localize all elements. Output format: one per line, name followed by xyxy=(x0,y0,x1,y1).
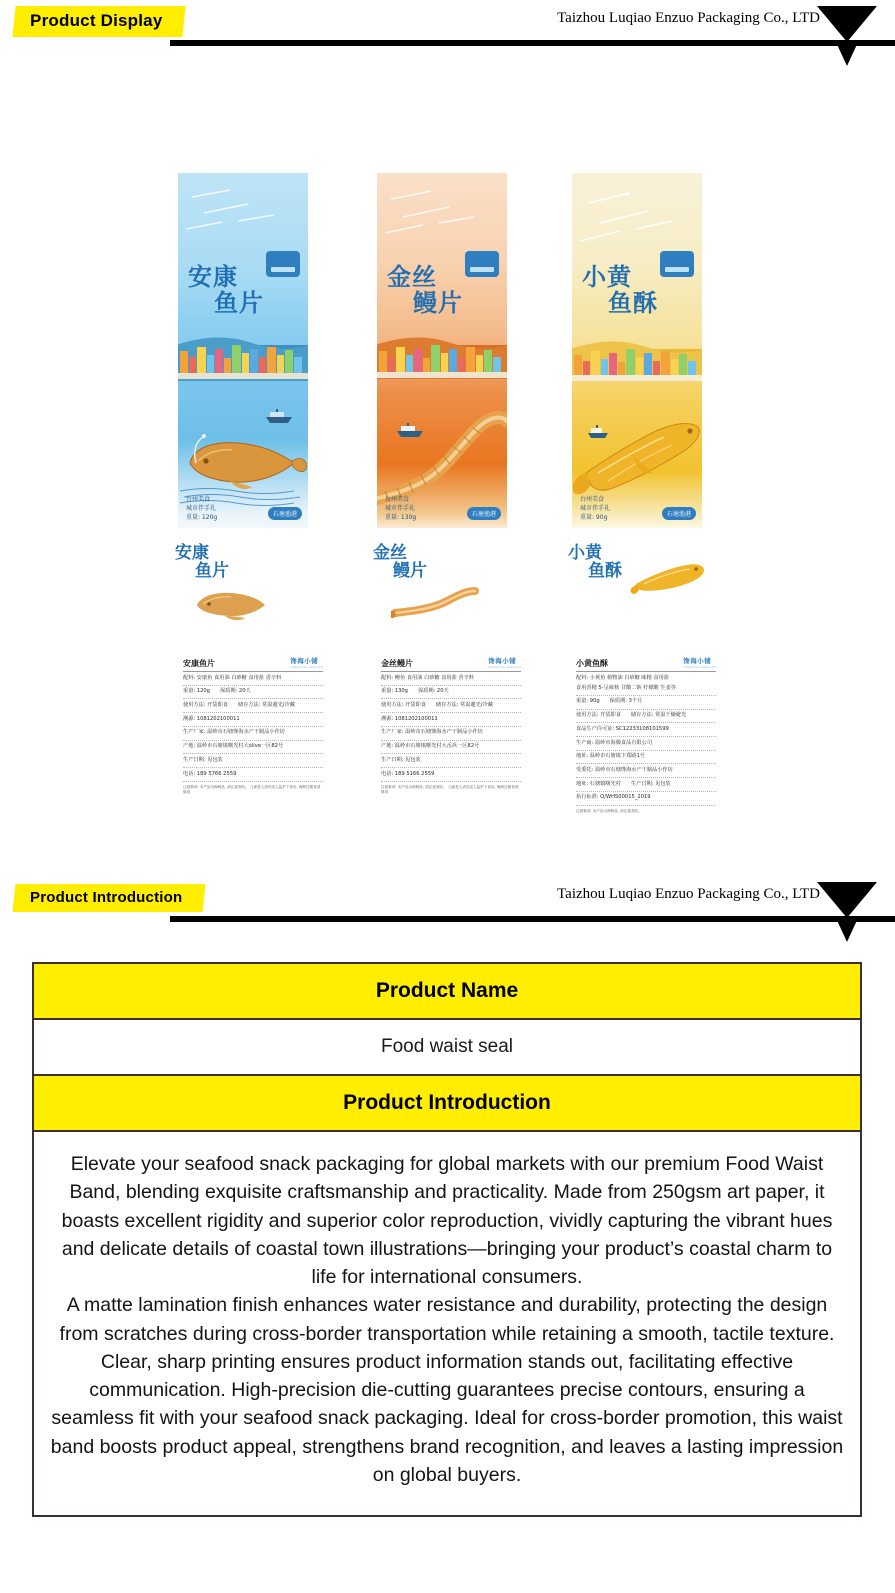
package-title-1 xyxy=(188,265,264,315)
spec-row xyxy=(183,686,323,700)
spec-product-name: 金丝鳗片 xyxy=(381,659,413,668)
logo-word-line2: 鱼片 xyxy=(195,560,229,581)
spec-note: 注意事项: 本产品为海鲜品, 请注意查收。 儿童老人请在成人监护下食用, 海鲜过敏者请慎用 xyxy=(183,784,321,795)
logo-fish-icon-2 xyxy=(391,587,483,623)
package-card-1[interactable] xyxy=(178,173,308,528)
spec-header-3 xyxy=(576,656,716,672)
logo-word-line1: 金丝 xyxy=(373,543,407,563)
package-weight: 重量: 90g xyxy=(580,514,608,521)
spec-brand-sub: CHAN HAI XIAO PU xyxy=(488,665,521,669)
spec-brand-name: 馋海小铺 xyxy=(290,657,319,665)
spec-brand-logo-1 xyxy=(290,656,323,669)
spec-note: 注意事项: 本产品为海鲜品, 请注意查收。 儿童老人请在成人监护下食用, 海鲜过敏者请慎用 xyxy=(381,784,519,795)
spec-row xyxy=(381,768,521,782)
section-header-product-introduction xyxy=(0,872,895,930)
package-weight: 重量: 120g xyxy=(186,514,218,521)
spec-row-key: 生产厂家: 温岭市石塘馋海水产干制品小作坊 xyxy=(183,729,285,736)
spec-row xyxy=(381,686,521,700)
logo-wordmark-1 xyxy=(175,545,375,581)
spec-row xyxy=(183,672,323,686)
package-foot-line2: 城市伴手礼 xyxy=(385,505,416,512)
section-tag-product-introduction xyxy=(13,884,206,912)
package-foot-line1: 台州美食 xyxy=(580,496,605,503)
package-seal-icon-3 xyxy=(660,251,694,277)
logo-fish-icon-3 xyxy=(630,560,706,594)
spec-header-2 xyxy=(381,656,521,672)
spec-row-key: 使用方法: 开袋即食 xyxy=(576,712,621,719)
spec-row-key: 产地: 温岭市石塘镇曙光村大岙浜一区82号 xyxy=(381,743,480,750)
spec-product-name: 小黄鱼酥 xyxy=(576,659,608,668)
package-illustration-1 xyxy=(178,173,308,528)
spec-row xyxy=(576,682,716,696)
spec-row xyxy=(576,710,716,724)
spec-row xyxy=(576,723,716,737)
package-footer-2 xyxy=(385,495,416,522)
spec-row-key: 食用香精 5-呈味核 甘酸二钠 柠檬酸 生姜等 xyxy=(576,684,676,691)
package-title-3 xyxy=(582,265,658,315)
spec-row xyxy=(381,672,521,686)
spec-row xyxy=(183,727,323,741)
intro-paragraph-1: Elevate your seafood snack packaging for global markets with our premium Food Waist Band, blending exquisite craftsmanship and practicality. Made from 250gsm art paper, it boasts excellent rigidity and superior color reproduction, vividly capturing the vibrant hues and delicate details of coastal town illustrations—bringing your product’s coastal charm to life for international consumers. xyxy=(61,1153,833,1289)
company-name: Taizhou Luqiao Enzuo Packaging Co., LTD xyxy=(557,886,820,902)
spec-row-value: 保质期: 3个月 xyxy=(609,698,643,705)
spec-row-value: 生产日期: 见包装 xyxy=(630,780,671,787)
product-introduction-header: Product Introduction xyxy=(34,1076,860,1132)
package-seal-icon-2 xyxy=(465,251,499,277)
spec-row xyxy=(576,696,716,710)
spec-row xyxy=(576,737,716,751)
product-name-header: Product Name xyxy=(34,964,860,1020)
spec-brand-logo-2 xyxy=(488,656,521,669)
spec-row xyxy=(381,754,521,768)
spec-row-key: 生产商: 温岭市海腾食品有限公司 xyxy=(576,739,653,746)
package-title-line2: 鱼片 xyxy=(214,289,264,317)
spec-row xyxy=(381,741,521,755)
spec-row xyxy=(576,751,716,765)
logo-word-line2: 鱼酥 xyxy=(588,560,622,581)
intro-paragraph-2: A matte lamination finish enhances water resistance and durability, protecting the design from scratches during cross-border transportation while retaining a smooth, tactile texture. Clear, sharp printing ensures product information stands out, facilitating effective communication. High-precision die-cutting guarantees precise contours, ensuring a seamless fit with your seafood snack packaging. Ideal for cross-border promotion, this waist band boosts product appeal, strengthens brand recognition, and leaves a lasting impression on global buyers. xyxy=(50,1294,844,1486)
logo-motif-row xyxy=(0,545,895,640)
header-rule xyxy=(170,916,895,922)
section-tag-label: Product Display xyxy=(30,11,163,30)
spec-row-key: 重量: 130g xyxy=(381,688,408,695)
package-foot-line1: 台州美食 xyxy=(186,496,211,503)
spec-row xyxy=(183,741,323,755)
spec-row xyxy=(183,699,323,713)
package-title-2 xyxy=(387,265,463,315)
spec-row-value: 保质期: 20天 xyxy=(219,688,251,695)
triangle-marker-small-icon xyxy=(835,40,859,66)
spec-row-key: 地址: 温岭市石塘镇下郑路1号 xyxy=(576,753,645,760)
package-badge-2: 石塘渔港 xyxy=(467,507,501,520)
spec-brand-logo-3 xyxy=(683,656,716,669)
package-weight: 重量: 130g xyxy=(385,514,417,521)
package-foot-line2: 城市伴手礼 xyxy=(186,505,217,512)
spec-row xyxy=(381,699,521,713)
logo-word-line1: 安康 xyxy=(175,543,209,563)
logo-unit-2 xyxy=(373,545,573,628)
spec-row-key: 执行标准: Q/WHS00015_2019 xyxy=(576,794,651,801)
spec-row xyxy=(183,768,323,782)
spec-card-2 xyxy=(381,656,521,796)
package-footer-3 xyxy=(580,495,610,522)
spec-row-key: 受委托: 温岭市石塘馋海水产干制品小作坊 xyxy=(576,767,673,774)
spec-row-key: 配料: 安康鱼 食用油 白砂糖 食用盐 香辛料 xyxy=(183,674,282,681)
spec-card-1 xyxy=(183,656,323,796)
logo-fish-icon-1 xyxy=(193,587,269,621)
logo-unit-3 xyxy=(568,545,768,599)
spec-row-key: 配料: 鳗鱼 食用油 白砂糖 食用盐 香辛料 xyxy=(381,674,474,681)
spec-row xyxy=(576,672,716,682)
spec-row-key: 配料: 小黄鱼 植物油 白砂糖 味精 食用盐 xyxy=(576,674,669,681)
package-title-line1: 金丝 xyxy=(387,263,437,291)
spec-row xyxy=(576,764,716,778)
spec-row xyxy=(381,713,521,727)
package-foot-line2: 城市伴手礼 xyxy=(580,505,611,512)
triangle-marker-icon xyxy=(817,882,877,918)
package-title-line2: 鳗片 xyxy=(413,289,463,317)
spec-row-key: 电话: 189 5166 2559 xyxy=(381,770,435,777)
spec-brand-name: 馋海小铺 xyxy=(683,657,712,665)
header-rule xyxy=(170,40,895,46)
package-card-3[interactable] xyxy=(572,173,702,528)
spec-row-key: 生产厂家: 温岭市石塘馋海水产干制品小作坊 xyxy=(381,729,483,736)
package-badge-3: 石塘渔港 xyxy=(662,507,696,520)
spec-row-key: 重量: 90g xyxy=(576,698,600,705)
section-header-product-display xyxy=(0,0,895,58)
spec-row-key: 地址: 石塘镇曙光村 xyxy=(576,780,621,787)
package-footer-1 xyxy=(186,495,217,522)
spec-row xyxy=(576,792,716,806)
spec-card-3 xyxy=(576,656,716,814)
package-seal-icon-1 xyxy=(266,251,300,277)
package-title-line2: 鱼酥 xyxy=(608,289,658,317)
spec-product-name: 安康鱼片 xyxy=(183,659,215,668)
spec-row-key: 溯源: 1081202100011 xyxy=(381,715,438,722)
spec-row-value: 储存方法: 常温避光/冷藏 xyxy=(435,702,493,709)
spec-row-value: 保质期: 20天 xyxy=(417,688,449,695)
logo-word-line2: 鳗片 xyxy=(393,560,427,581)
package-illustration-3 xyxy=(572,173,702,528)
package-foot-line1: 台州美食 xyxy=(385,496,410,503)
spec-brand-name: 馋海小铺 xyxy=(488,657,517,665)
spec-row xyxy=(183,713,323,727)
spec-row-key: 产地: 温岭市石塘镇曙光村大olive一区82号 xyxy=(183,743,284,750)
spec-row-key: 生产日期: 见包装 xyxy=(183,756,223,763)
spec-note: 注意事项: 本产品为海鲜品, 请注意查收。 xyxy=(576,808,642,813)
spec-row-value: 储存方法: 常温避光/冷藏 xyxy=(237,702,295,709)
spec-row-key: 使用方法: 开袋即食 xyxy=(381,702,426,709)
package-card-2[interactable] xyxy=(377,173,507,528)
spec-row-value: 储存方法: 常温干燥避光 xyxy=(630,712,687,719)
spec-row-key: 重量: 120g xyxy=(183,688,210,695)
company-name: Taizhou Luqiao Enzuo Packaging Co., LTD xyxy=(557,10,820,26)
package-illustration-2 xyxy=(377,173,507,528)
spec-row xyxy=(381,727,521,741)
product-introduction-table xyxy=(32,962,862,1517)
spec-row-key: 食品生产许可证: SC12233108101599 xyxy=(576,725,669,732)
triangle-marker-small-icon xyxy=(835,916,859,942)
section-tag-label: Product Introduction xyxy=(30,889,183,906)
logo-word-line1: 小黄 xyxy=(568,543,602,563)
product-introduction-body xyxy=(34,1132,860,1515)
package-showcase xyxy=(0,58,895,858)
spec-brand-sub: CHAN HAI XIAO PU xyxy=(290,665,323,669)
spec-row-key: 生产日期: 见包装 xyxy=(381,756,421,763)
logo-unit-1 xyxy=(175,545,375,626)
spec-row xyxy=(576,778,716,792)
triangle-marker-icon xyxy=(817,6,877,42)
logo-wordmark-2 xyxy=(373,545,573,581)
spec-brand-sub: CHAN HAI XIAO PU xyxy=(683,665,716,669)
product-name-value: Food waist seal xyxy=(34,1020,860,1076)
spec-row-key: 溯源: 1081202100011 xyxy=(183,715,240,722)
package-title-line1: 安康 xyxy=(188,263,238,291)
package-badge-1: 石塘渔港 xyxy=(268,507,302,520)
section-tag-product-display xyxy=(12,6,186,37)
spec-row xyxy=(183,754,323,768)
spec-header-1 xyxy=(183,656,323,672)
spec-row-key: 电话: 189 5766 2559 xyxy=(183,770,237,777)
spec-row-key: 使用方法: 开袋即食 xyxy=(183,702,228,709)
package-title-line1: 小黄 xyxy=(582,263,632,291)
